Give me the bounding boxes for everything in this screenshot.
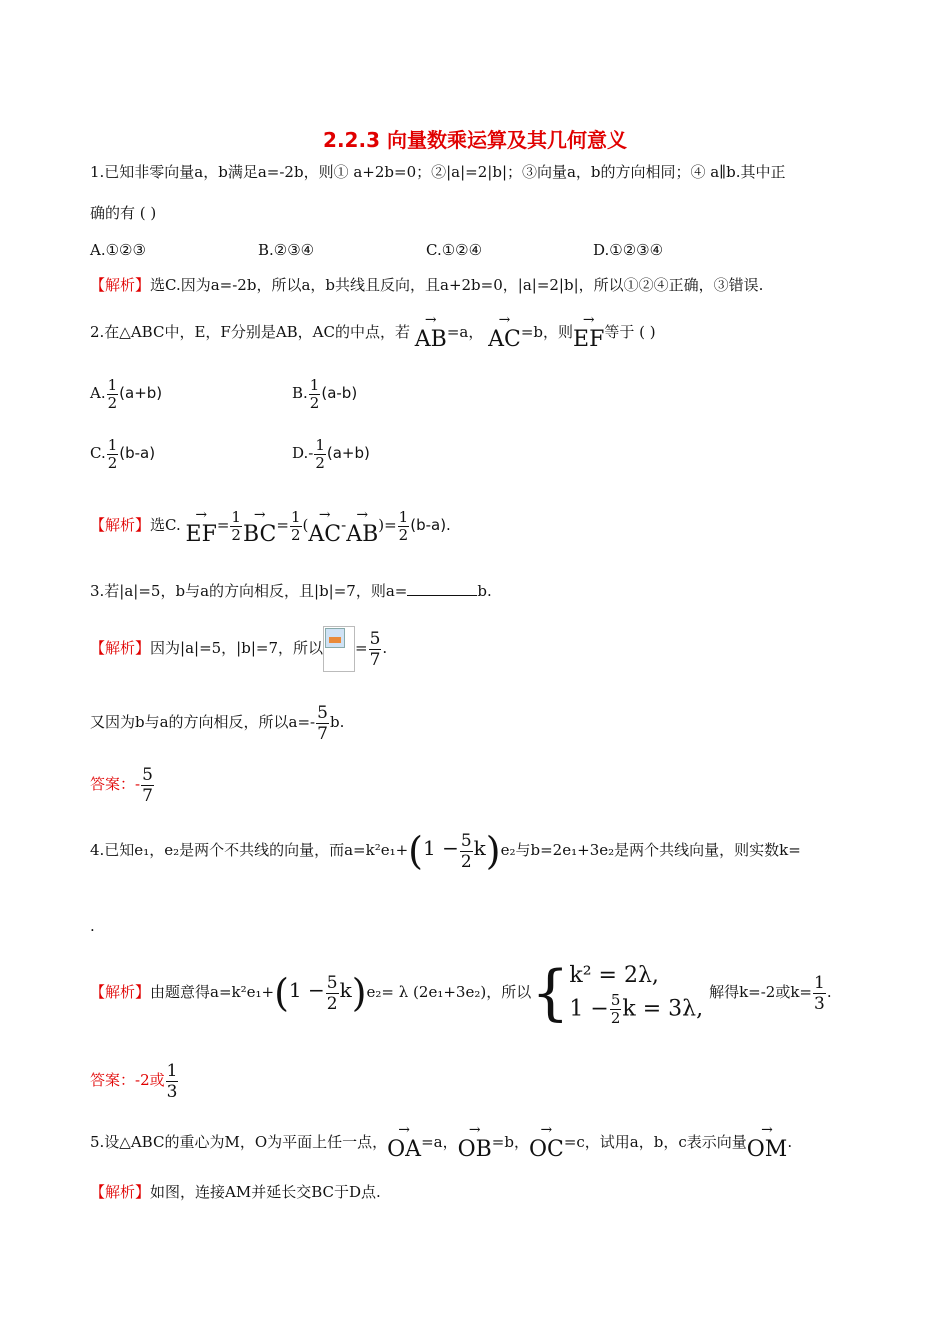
fraction-half	[290, 509, 302, 544]
q4-dot: .	[90, 917, 95, 935]
q1-option-d: D.①②③④	[593, 241, 664, 259]
v-part: AC	[488, 327, 521, 352]
text-part: 2	[460, 851, 472, 872]
q2-option-d	[292, 432, 370, 474]
fraction-five-halves	[610, 992, 622, 1027]
q1-option-c: C.①②④	[426, 241, 483, 259]
arr-part: →	[468, 1122, 481, 1138]
vector-oa	[387, 1122, 421, 1162]
text-part: 2	[315, 453, 325, 472]
q1-analysis	[90, 275, 763, 295]
sans-part: (b-a)	[119, 444, 156, 462]
text-part: e₂与b=2e₁+3e₂是两个共线向量，则实数k=	[500, 841, 801, 859]
num-part: 5	[317, 702, 328, 723]
q3-analysis: 【解析】因为|a|=5，|b|=7，所以 = $\frac{5}{7}$ .	[90, 622, 387, 674]
fraction-half	[314, 437, 326, 472]
text-part: k	[473, 836, 486, 860]
text-part: -	[341, 516, 347, 534]
paren-part: )	[485, 829, 501, 873]
text-part: k	[339, 978, 352, 1002]
text-part: =b，	[491, 1133, 529, 1151]
q5-analysis	[90, 1182, 381, 1202]
fraction-one-third	[813, 973, 826, 1014]
q4-answer	[90, 1058, 179, 1102]
arr-part: →	[540, 1122, 553, 1138]
num-part: 1	[290, 507, 301, 526]
analysis-tag: 【解析】	[90, 516, 151, 534]
vector-ab	[346, 507, 378, 547]
v-part: OB	[457, 1137, 492, 1162]
q2-option-a	[90, 372, 162, 414]
num-part: 5	[460, 830, 472, 851]
fraction-half	[398, 509, 410, 544]
text-part: 又因为b与a的方向相反，所以a=-	[90, 713, 316, 731]
text-part: =	[216, 516, 230, 534]
q2-stem	[90, 312, 656, 352]
fraction-one-third	[166, 1061, 179, 1102]
text-part: 3	[814, 993, 825, 1014]
brace-part: {	[531, 958, 570, 1028]
text-part: )=	[378, 516, 397, 534]
ic-part	[325, 628, 345, 648]
text-part: k² = 2λ,	[569, 962, 659, 988]
broken-image-icon	[323, 626, 355, 672]
text-part: b.	[477, 582, 492, 600]
analysis-tag: 【解析】	[90, 639, 151, 657]
text-part: 1 −	[569, 996, 609, 1021]
q4-stem	[90, 826, 801, 872]
num-part: 5	[369, 628, 381, 649]
text-part: =a，	[421, 1133, 458, 1151]
paren-part: (	[408, 829, 423, 873]
num-part: 5	[326, 972, 338, 993]
vector-ac	[488, 312, 521, 352]
fraction-half	[107, 437, 119, 472]
answer-blank	[407, 579, 477, 596]
text-part: 2	[290, 525, 301, 544]
text-part	[329, 637, 341, 643]
text-part: 2	[309, 393, 320, 412]
text-part: 2	[398, 525, 409, 544]
text-part: 7	[142, 785, 153, 806]
vector-ab	[415, 312, 447, 352]
fraction-half	[230, 509, 242, 544]
vector-ef	[573, 312, 604, 352]
text-part	[569, 992, 703, 1027]
fraction-half	[107, 377, 119, 412]
text-part: (	[302, 516, 309, 534]
fraction-five-sevenths	[369, 629, 382, 670]
text-part: 7	[317, 723, 328, 744]
q1-option-b: B.②③④	[258, 241, 315, 259]
sans-part: (b-a).	[410, 516, 451, 534]
q1-stem-line1: 1.已知非零向量a，b满足a=-2b，则① a+2b=0；②|a|=2|b|；③向量a，b的方向相同；④ a∥b.其中正	[90, 163, 786, 181]
num-part: 1	[107, 375, 118, 394]
fraction-five-halves	[460, 831, 473, 872]
arr-part: →	[424, 312, 437, 328]
text-part: 5.设△ABC的重心为M，O为平面上任一点，	[90, 1133, 388, 1151]
arr-part: →	[356, 507, 369, 523]
analysis-text: 选C.因为a=-2b，所以a，b共线且反向，且a+2b=0，|a|=2|b|，所以①②④正确，③错误.	[150, 276, 764, 294]
text-part: B.	[292, 384, 308, 402]
sans-part: (a+b)	[119, 384, 163, 402]
q3-answer	[90, 762, 155, 806]
v-part: OC	[528, 1137, 564, 1162]
text-part: 答案：-2或	[90, 1071, 165, 1089]
vector-ef	[186, 507, 217, 547]
fraction-five-sevenths	[316, 703, 329, 744]
text-part: A.	[90, 384, 106, 402]
num-part: 1	[814, 972, 825, 993]
text-part: =	[276, 516, 289, 534]
v-part: AB	[414, 327, 447, 352]
v-part: EF	[573, 327, 605, 352]
text-part: 如图，连接AM并延长交BC于D点.	[150, 1183, 381, 1201]
q5-stem	[90, 1122, 792, 1162]
text-part: 3	[166, 1081, 178, 1102]
text-part: C.	[90, 444, 106, 462]
text-part: 答案：-	[90, 775, 141, 793]
fraction-five-halves	[326, 973, 339, 1014]
text-part: 选C.	[150, 516, 181, 534]
paren-part: )	[351, 971, 367, 1015]
q3-stem	[90, 579, 492, 601]
analysis-tag: 【解析】	[90, 276, 151, 294]
q2-option-b	[292, 372, 357, 414]
text-part: e₂= λ (2e₁+3e₂)，所以	[366, 983, 532, 1001]
equation-system	[569, 960, 703, 1027]
text-part: 2	[326, 993, 338, 1014]
arr-part: →	[582, 312, 595, 328]
fraction-five-sevenths	[141, 765, 154, 806]
q2-eq-a: =a，	[446, 323, 484, 341]
vector-ob	[458, 1122, 492, 1162]
q1-option-a: A.①②③	[90, 241, 146, 259]
text-part: 4.已知e₁，e₂是两个不共线的向量，而a=k²e₁+	[90, 841, 409, 859]
text-part: D.-	[292, 444, 314, 462]
num-part: 1	[166, 1060, 178, 1081]
text-part: 解得k=-2或k=	[709, 983, 812, 1001]
text-part: .	[787, 1133, 793, 1151]
num-part: 5	[142, 764, 153, 785]
page-title: 2.2.3 向量数乘运算及其几何意义	[323, 128, 627, 152]
q2-stem-text: 2.在△ABC中，E，F分别是AB，AC的中点，若	[90, 323, 410, 341]
text-part: 2	[610, 1008, 621, 1027]
v-part: BC	[242, 522, 277, 547]
sans-part: (a+b)	[326, 444, 370, 462]
analysis-tag: 【解析】	[90, 1183, 151, 1201]
text-part: =	[355, 639, 368, 657]
text-part: 因为|a|=5，|b|=7，所以	[150, 639, 323, 657]
q3-analysis-line2	[90, 700, 344, 744]
vector-bc	[243, 507, 276, 547]
v-part: OM	[746, 1137, 788, 1162]
q2-analysis	[90, 503, 451, 547]
arr-part: →	[498, 312, 511, 328]
v-part: EF	[185, 522, 217, 547]
vector-oc	[529, 1122, 564, 1162]
arr-part: →	[195, 507, 208, 523]
text-part: 1 −	[423, 836, 459, 860]
text-part: 7	[369, 649, 381, 670]
v-part: AC	[308, 522, 342, 547]
text-part: 1 −	[288, 978, 325, 1002]
text-part: 2	[107, 453, 118, 472]
q1-stem-line2: 确的有 ( )	[90, 204, 157, 222]
text-part: 2	[231, 525, 241, 544]
q2-option-c	[90, 432, 155, 474]
num-part: 1	[309, 375, 320, 394]
paren-part: (	[274, 971, 289, 1015]
num-part: 1	[231, 507, 241, 526]
sans-part: (a-b)	[321, 384, 358, 402]
text-part: 由题意得a=k²e₁+	[150, 983, 275, 1001]
vector-ac	[308, 507, 341, 547]
num-part: 1	[107, 435, 118, 454]
arr-part: →	[761, 1122, 773, 1138]
arr-part: →	[253, 507, 266, 523]
arr-part: →	[398, 1122, 410, 1138]
text-part: 3.若|a|=5，b与a的方向相反，且|b|=7，则a=	[90, 582, 408, 600]
v-part: OA	[387, 1137, 422, 1162]
fraction-half	[309, 377, 321, 412]
text-part: =c，试用a，b，c表示向量	[563, 1133, 747, 1151]
v-part: AB	[346, 522, 379, 547]
text-part: b.	[329, 713, 345, 731]
q4-analysis	[90, 952, 832, 1030]
text-part: 2	[107, 393, 118, 412]
analysis-tag: 【解析】	[90, 983, 151, 1001]
num-part: 1	[315, 435, 325, 454]
q2-stem-post: 等于 ( )	[604, 323, 656, 341]
text-part: k = 3λ,	[622, 996, 704, 1021]
text-part: .	[826, 983, 832, 1001]
arr-part: →	[318, 507, 331, 523]
q2-eq-b: =b，则	[520, 323, 574, 341]
num-part: 5	[610, 990, 621, 1009]
num-part: 1	[398, 507, 409, 526]
vector-om	[747, 1122, 788, 1162]
